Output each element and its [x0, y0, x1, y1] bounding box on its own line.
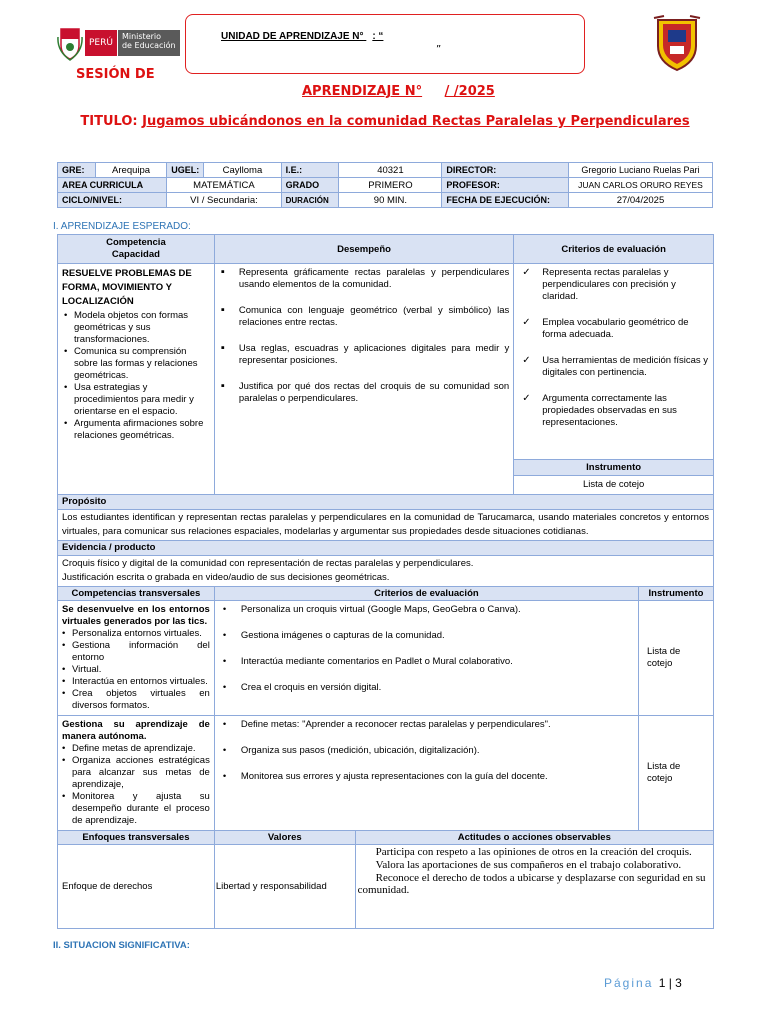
tic-row — [58, 601, 714, 716]
minedu-line-2: de Educación — [121, 41, 176, 50]
autonoma-item: • Define metas de aprendizaje. — [72, 743, 210, 755]
session-year: / /2025 — [444, 84, 495, 99]
tic-criterio-item: • Gestiona imágenes o capturas de la comunidad. — [219, 630, 634, 642]
tic-criterios-cell — [214, 601, 638, 716]
page-label: Página — [604, 976, 654, 990]
duracion-label: DURACIÓN — [281, 193, 339, 208]
gre-label: GRE: — [58, 163, 96, 178]
title-text: Jugamos ubicándonos en la comunidad Rectas Paralelas y Perpendiculares — [142, 114, 690, 129]
autonoma-cell — [58, 716, 215, 831]
unit-title-text: UNIDAD DE APRENDIZAJE N° — [221, 31, 364, 42]
autonoma-item: • Monitorea y ajusta su desempeño durante el proceso de aprendizaje. — [72, 791, 210, 827]
session-label-left: SESIÓN DE — [76, 67, 155, 82]
duracion-value: 90 MIN. — [339, 193, 442, 208]
tic-instrumento: Lista de cotejo — [639, 601, 714, 716]
col-desempeno: Desempeño — [214, 235, 513, 264]
col-enfoques: Enfoques transversales — [58, 831, 215, 845]
capacidad-item: • Usa estrategias y procedimientos para medir y orientarse en el espacio. — [74, 382, 210, 418]
tic-criterios-list — [219, 604, 634, 694]
aprendizaje-header-row — [58, 235, 714, 264]
actitud-item: Reconoce el derecho de todos a ubicarse y desplazarse con seguridad en su comunidad. — [357, 872, 706, 896]
evidencia-line: Justificación escrita o grabada en video/audio de sus decisiones geométricas. — [62, 572, 390, 583]
page-footer — [604, 976, 682, 990]
session-title — [80, 114, 690, 129]
evidencia-label: Evidencia / producto — [58, 541, 714, 556]
col-actitudes: Actitudes o acciones observables — [355, 831, 713, 845]
ugel-value: Caylloma — [204, 163, 281, 178]
aprendizaje-row — [58, 264, 714, 460]
info-row — [58, 193, 713, 208]
minedu-logo — [57, 25, 180, 61]
competencia-cell — [58, 264, 215, 495]
desempeno-cell — [214, 264, 513, 495]
transversales-header-row — [58, 587, 714, 601]
unit-header-box — [185, 14, 585, 74]
col-competencia — [58, 235, 215, 264]
criterios-list — [518, 267, 709, 429]
proposito-row — [58, 510, 714, 541]
criterio-item: ✓ Representa rectas paralelas y perpendiculares con precisión y claridad. — [518, 267, 709, 303]
peru-label: PERÚ — [85, 30, 117, 56]
capacidad-item: • Argumenta afirmaciones sobre relaciones geométricas. — [74, 418, 210, 442]
evidencia-label-row — [58, 541, 714, 556]
unit-title-suffix: : “ — [372, 31, 384, 42]
aprendizaje-table — [57, 234, 714, 929]
grado-label: GRADO — [281, 178, 339, 193]
col-crit-transversales: Criterios de evaluación — [214, 587, 638, 601]
ugel-label: UGEL: — [167, 163, 204, 178]
actitudes-cell — [355, 845, 713, 929]
autonoma-list — [62, 743, 210, 827]
desempeno-item: ▪ Representa gráficamente rectas paralelas y perpendiculares usando elementos de la comunidad. — [219, 267, 509, 291]
tic-criterio-item: • Crea el croquis en versión digital. — [219, 682, 634, 694]
school-crest-icon — [652, 14, 702, 72]
grado-value: PRIMERO — [339, 178, 442, 193]
section-heading-situacion: II. SITUACION SIGNIFICATIVA: — [53, 940, 190, 951]
instrumento-label: Instrumento — [514, 460, 714, 476]
desempeno-list — [219, 267, 509, 405]
evidencia-row — [58, 556, 714, 587]
profesor-label: PROFESOR: — [442, 178, 569, 193]
valor-value: Libertad y responsabilidad — [214, 845, 355, 929]
actitud-item: Valora las aportaciones de sus compañeros en el trabajo colaborativo. — [375, 859, 682, 871]
capacidades-list — [62, 310, 210, 442]
tic-item: • Crea objetos virtuales en diversos formatos. — [72, 688, 210, 712]
info-row — [58, 163, 713, 178]
desempeno-item: ▪ Justifica por qué dos rectas del croquis de su comunidad son paralelas o perpendiculares. — [219, 381, 509, 405]
col-competencia-1: Competencia — [106, 237, 166, 248]
autonoma-criterios-cell — [214, 716, 638, 831]
desempeno-item: ▪ Usa reglas, escuadras y aplicaciones digitales para medir y representar posiciones. — [219, 343, 509, 367]
title-label: TITULO: — [80, 114, 138, 129]
minedu-label — [118, 30, 180, 56]
col-criterios: Criterios de evaluación — [514, 235, 714, 264]
area-label: AREA CURRICULA — [58, 178, 167, 193]
evidencia-line: Croquis físico y digital de la comunidad con representación de rectas paralelas y perpendiculares. — [62, 558, 474, 569]
info-table — [57, 162, 713, 208]
actitud-item: Participa con respeto a las opiniones de otros en la creación del croquis. — [375, 846, 692, 858]
enfoque-value: Enfoque de derechos — [58, 845, 215, 929]
capacidad-item: • Comunica su comprensión sobre las formas y relaciones geométricas. — [74, 346, 210, 382]
ie-value: 40321 — [339, 163, 442, 178]
tic-item: • Interactúa en entornos virtuales. — [72, 676, 210, 688]
autonoma-title: Gestiona su aprendizaje de manera autónoma. — [62, 719, 210, 742]
proposito-label-row — [58, 495, 714, 510]
area-value: MATEMÁTICA — [167, 178, 281, 193]
evidencia-cell — [58, 556, 714, 587]
autonoma-criterio-item: • Monitorea sus errores y ajusta representaciones con la guía del docente. — [219, 771, 634, 783]
proposito-label: Propósito — [58, 495, 714, 510]
instrumento-value: Lista de cotejo — [514, 476, 714, 495]
autonoma-criterio-item: • Define metas: "Aprender a reconocer rectas paralelas y perpendiculares". — [219, 719, 634, 731]
session-number-label: APRENDIZAJE N° — [302, 84, 423, 99]
fecha-value: 27/04/2025 — [568, 193, 712, 208]
col-comp-transversales: Competencias transversales — [58, 587, 215, 601]
autonoma-criterio-item: • Organiza sus pasos (medición, ubicación, digitalización). — [219, 745, 634, 757]
peru-shield-icon — [57, 25, 83, 61]
tic-criterio-item: • Interactúa mediante comentarios en Padlet o Mural colaborativo. — [219, 656, 634, 668]
gre-value: Arequipa — [95, 163, 166, 178]
capacidad-item: • Modela objetos con formas geométricas y sus transformaciones. — [74, 310, 210, 346]
autonoma-criterios-list — [219, 719, 634, 783]
director-label: DIRECTOR: — [442, 163, 569, 178]
page-number: 1 | 3 — [658, 976, 682, 990]
autonoma-instrumento: Lista de cotejo — [639, 716, 714, 831]
minedu-line-1: Ministerio — [121, 32, 162, 41]
fecha-label: FECHA DE EJECUCIÓN: — [442, 193, 569, 208]
tic-list — [62, 628, 210, 712]
tic-criterio-item: • Personaliza un croquis virtual (Google Maps, GeoGebra o Canva). — [219, 604, 634, 616]
criterio-item: ✓ Argumenta correctamente las propiedades observadas en sus representaciones. — [518, 393, 709, 429]
col-competencia-2: Capacidad — [111, 249, 160, 260]
enfoques-row — [58, 845, 714, 929]
ie-label: I.E.: — [281, 163, 339, 178]
enfoques-header-row — [58, 831, 714, 845]
unit-title — [221, 31, 383, 42]
session-label-right — [302, 84, 495, 99]
tic-item: • Gestiona información del entorno — [72, 640, 210, 664]
tic-title: Se desenvuelve en los entornos virtuales generados por las tics. — [62, 604, 210, 627]
info-row — [58, 178, 713, 193]
unit-quote-close: ” — [436, 44, 442, 55]
criterio-item: ✓ Emplea vocabulario geométrico de forma adecuada. — [518, 317, 709, 341]
autonoma-item: • Organiza acciones estratégicas para alcanzar sus metas de aprendizaje, — [72, 755, 210, 791]
desempeno-item: ▪ Comunica con lenguaje geométrico (verbal y simbólico) las relaciones entre rectas. — [219, 305, 509, 329]
tic-cell — [58, 601, 215, 716]
criterios-cell — [514, 264, 714, 460]
autonoma-row — [58, 716, 714, 831]
director-value: Gregorio Luciano Ruelas Pari — [568, 163, 712, 178]
tic-item: • Personaliza entornos virtuales. — [72, 628, 210, 640]
col-inst-transversales: Instrumento — [639, 587, 714, 601]
ciclo-value: VI / Secundaria: — [167, 193, 281, 208]
col-valores: Valores — [214, 831, 355, 845]
tic-item: • Virtual. — [72, 664, 210, 676]
competencia-title: RESUELVE PROBLEMAS DE FORMA, MOVIMIENTO Y LOCALIZACIÓN — [62, 268, 192, 307]
section-heading-aprendizaje: I. APRENDIZAJE ESPERADO: — [53, 221, 191, 232]
ciclo-label: CICLO/NIVEL: — [58, 193, 167, 208]
criterio-item: ✓ Usa herramientas de medición físicas y digitales con pertinencia. — [518, 355, 709, 379]
proposito-text: Los estudiantes identifican y representan rectas paralelas y perpendiculares en la comunidad de Tarucamarca, usando materiales concretos y entornos virtuales, para comunicar sus relaciones espaciales, modelarlas y argumentar sus propiedades desde situaciones cotidianas. — [58, 510, 714, 541]
profesor-value: JUAN CARLOS ORURO REYES — [568, 178, 712, 193]
